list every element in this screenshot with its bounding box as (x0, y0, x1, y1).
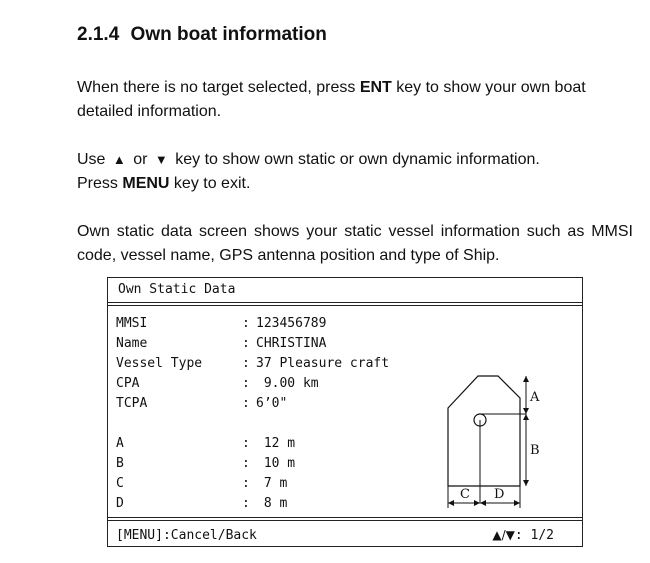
ent-key-label: ENT (359, 79, 392, 96)
field-value: 123456789 (256, 316, 327, 331)
boat-hull-outline (448, 376, 520, 486)
footer-divider (108, 517, 582, 518)
paragraph-ent-key (77, 76, 633, 124)
up-down-arrows-icon: ▲/▼ (492, 528, 515, 542)
dimension-a-arrow-top (523, 376, 529, 382)
paragraph-navigation (77, 148, 633, 196)
screen-title: Own Static Data (118, 282, 236, 297)
or-text: or (133, 151, 148, 168)
dimension-b-label: B (530, 443, 540, 458)
footer-divider-double (108, 520, 582, 521)
title-divider (108, 302, 582, 303)
field-value: 12 m (256, 436, 296, 451)
field-colon: : (242, 356, 250, 371)
dimension-c-arrow-left (448, 500, 454, 506)
dimension-d-arrow-left (480, 500, 486, 506)
field-colon: : (242, 376, 250, 391)
section-heading (77, 24, 327, 46)
paragraph-ent-before: When there is no target selected, press (77, 79, 360, 96)
up-triangle-icon: ▲ (112, 152, 126, 167)
field-colon: : (242, 456, 250, 471)
dimension-b-arrow-top (523, 414, 529, 420)
field-colon: : (242, 396, 250, 411)
field-label: MMSI (116, 316, 148, 331)
field-value: CHRISTINA (256, 336, 327, 351)
press-text: Press (77, 175, 118, 192)
paragraph-ent-after: key to show your own boat detailed information. (77, 79, 586, 120)
dimension-b-arrow-bottom (523, 480, 529, 486)
paragraph-static-data: Own static data screen shows your static vessel information such as MMSI code, vessel name, GPS antenna position and type of Ship. (77, 223, 633, 264)
navigation-rest-text: key to show own static or own dynamic information. (175, 151, 540, 168)
down-triangle-icon: ▼ (154, 152, 168, 167)
exit-text: key to exit. (173, 175, 251, 192)
antenna-position-diagram (438, 368, 558, 513)
own-static-data-screen (107, 277, 583, 547)
field-colon: : (242, 476, 250, 491)
field-label: CPA (116, 376, 140, 391)
dimension-c-arrow-right (474, 500, 480, 506)
dimension-d-arrow-right (514, 500, 520, 506)
section-number: 2.1.4 (77, 24, 120, 45)
dimension-c-label: C (460, 487, 470, 502)
section-title: Own boat information (130, 24, 327, 45)
title-divider-double (108, 305, 582, 306)
field-colon: : (242, 496, 250, 511)
field-label: D (116, 496, 124, 511)
field-value: 8 m (256, 496, 288, 511)
field-colon: : (242, 316, 250, 331)
dimension-a-label: A (530, 390, 540, 405)
page-number: : 1/2 (514, 528, 554, 543)
field-colon: : (242, 436, 250, 451)
field-label: B (116, 456, 124, 471)
field-colon: : (242, 336, 250, 351)
dimension-d-label: D (494, 487, 505, 502)
page-indicator (492, 528, 554, 543)
dimension-a-arrow-bottom (523, 408, 529, 414)
field-label: Name (116, 336, 148, 351)
field-label: TCPA (116, 396, 148, 411)
field-label: Vessel Type (116, 356, 203, 371)
field-value: 10 m (256, 456, 296, 471)
field-label: C (116, 476, 124, 491)
field-value: 6’0" (256, 396, 288, 411)
field-value: 7 m (256, 476, 288, 491)
field-label: A (116, 436, 124, 451)
menu-key-label: MENU (122, 175, 170, 192)
field-value: 37 Pleasure craft (256, 356, 390, 371)
use-text: Use (77, 151, 106, 168)
field-value: 9.00 km (256, 376, 319, 391)
menu-cancel-back-hint: [MENU]:Cancel/Back (116, 528, 257, 543)
